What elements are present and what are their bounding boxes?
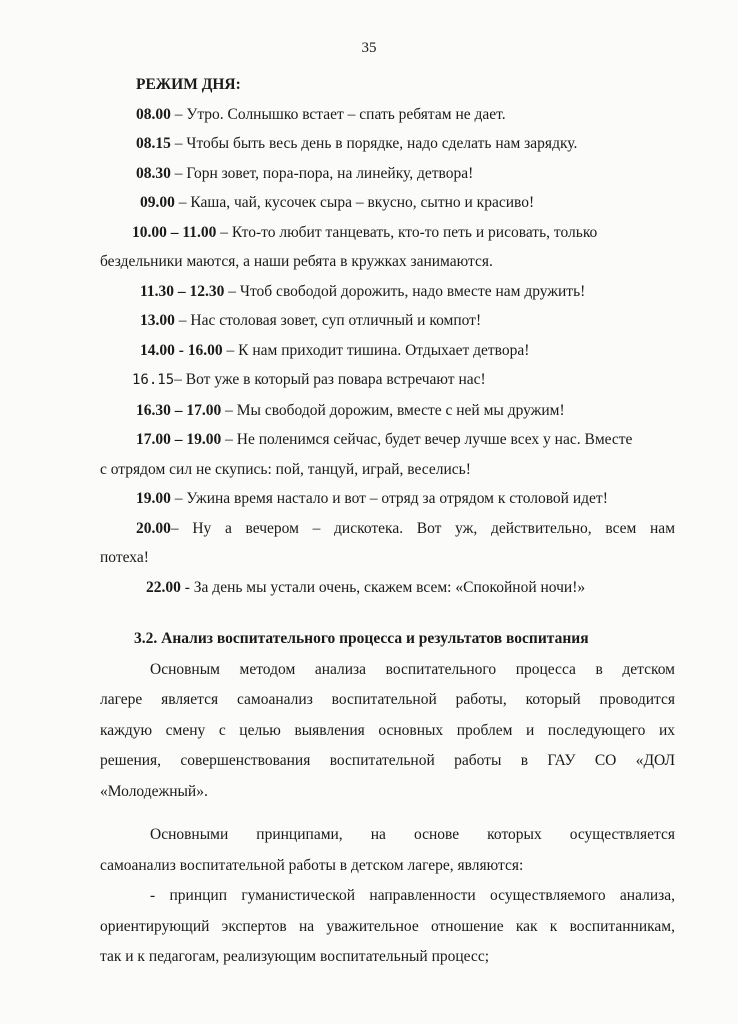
schedule-item: 16.30 – 17.00 – Мы свободой дорожим, вместе с ней мы дружим! <box>136 401 565 419</box>
paragraph-line: решения, совершенствования воспитательной работы в ГАУ СО «ДОЛ <box>100 752 675 769</box>
paragraph-2 <box>100 820 675 881</box>
schedule-item: 14.00 - 16.00 – К нам приходит тишина. Отдыхает детвора! <box>140 341 530 359</box>
schedule-item-continuation: бездельники маются, а наши ребята в кружках занимаются. <box>100 253 493 270</box>
paragraph-line: Основными принципами, на основе которых осуществляется <box>150 826 675 843</box>
schedule-item: 11.30 – 12.30 – Чтоб свободой дорожить, надо вместе нам дружить! <box>140 282 586 300</box>
schedule-item-continuation: потеха! <box>100 549 149 566</box>
schedule-item: 19.00 – Ужина время настало и вот – отряд за отрядом к столовой идет! <box>136 490 608 507</box>
analysis-section <box>100 624 675 973</box>
schedule-item: 10.00 – 11.00 – Кто-то любит танцевать, кто-то петь и рисовать, только <box>132 223 598 241</box>
paragraph-3 <box>100 881 675 973</box>
paragraph-line: так и к педагогам, реализующим воспитательный процесс; <box>100 948 489 965</box>
schedule-item-continuation: с отрядом сил не скупись: пой, танцуй, играй, веселись! <box>100 460 471 478</box>
paragraph-line: «Молодежный». <box>100 782 208 800</box>
paragraph-line: - принцип гуманистической направленности осуществляемого анализа, <box>150 887 675 904</box>
schedule-heading: РЕЖИМ ДНЯ: <box>136 76 241 93</box>
schedule-item: 08.15 – Чтобы быть весь день в порядке, надо сделать нам зарядку. <box>136 135 578 152</box>
section-title: 3.2. Анализ воспитательного процесса и результатов воспитания <box>134 630 589 647</box>
paragraph-line: ориентирующий экспертов на уважительное отношение как к воспитанникам, <box>100 917 675 935</box>
schedule-item: 08.00 – Утро. Солнышко встает – спать ребятам не дает. <box>136 105 506 123</box>
paragraph-line: лагере является самоанализ воспитательной работы, который проводится <box>100 691 675 708</box>
schedule-item: 17.00 – 19.00 – Не поленимся сейчас, будет вечер лучше всех у нас. Вместе <box>136 431 633 448</box>
schedule-item: 22.00 - За день мы устали очень, скажем всем: «Спокойной ночи!» <box>146 578 586 596</box>
paragraph-line: Основным методом анализа воспитательного процесса в детском <box>150 660 675 678</box>
paragraph-line: самоанализ воспитательной работы в детском лагере, являются: <box>100 856 524 874</box>
schedule-item: 09.00 – Каша, чай, кусочек сыра – вкусно, сытно и красиво! <box>140 194 535 211</box>
schedule-item: 16.15– Вот уже в который раз повара встречают нас! <box>132 371 486 388</box>
schedule-item: 20.00 – Ну а вечером – дискотека. Вот уж, действительно, всем нам <box>136 519 675 537</box>
page-number: 35 <box>361 40 377 56</box>
paragraph-1 <box>100 655 675 808</box>
schedule-item: 13.00 – Нас столовая зовет, суп отличный и компот! <box>140 312 482 329</box>
schedule-item: 08.30 – Горн зовет, пора-пора, на линейку, детвора! <box>136 164 474 182</box>
daily-schedule <box>100 70 675 602</box>
paragraph-line: каждую смену с целью выявления основных проблем и последующего их <box>100 721 675 739</box>
